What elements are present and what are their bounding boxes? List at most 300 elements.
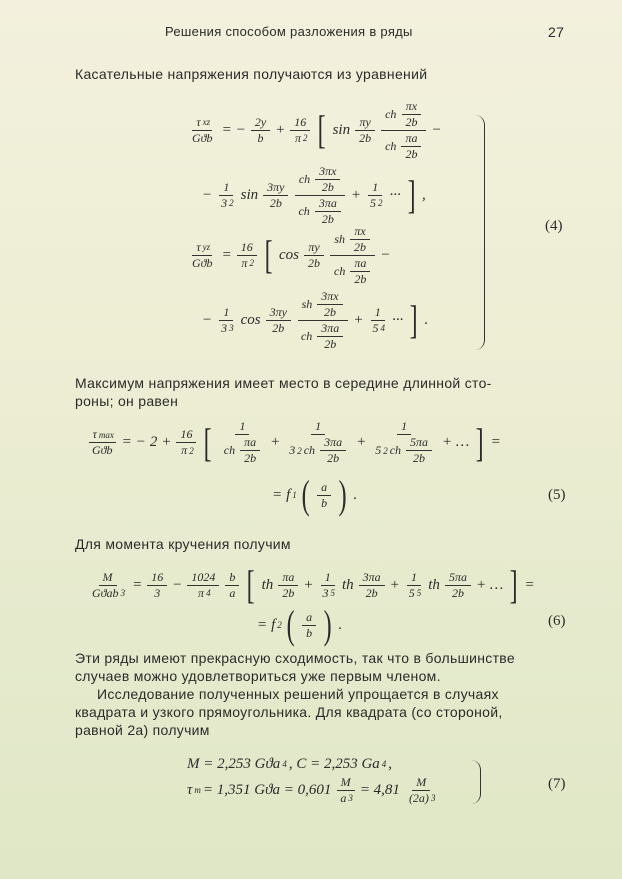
math-text: πx [354,223,366,238]
math-text: 2b [365,585,378,600]
denominator [336,791,355,806]
bracket: [ [246,562,255,607]
numerator [237,240,257,256]
math-text: 3πa [324,435,343,449]
math-text: 3 [322,585,329,600]
numerator [317,480,331,496]
bracket: ) [323,602,332,647]
math-text: − [202,311,213,328]
math-text: 16 [180,427,193,441]
subscript: yz [202,242,211,252]
math-text: 3πy [267,179,285,194]
math-text: = 1,351 Gϑa = 0,601 [202,781,332,798]
math-text: Gϑb [192,130,213,145]
math-text: 2b [413,451,426,465]
numerator [187,570,219,586]
fraction [406,435,432,466]
denominator [188,256,217,271]
paragraph-line: Максимум напряжения имеет место в середине длинной сто- [75,375,492,391]
math-text: sh [334,231,346,246]
numerator [298,289,348,321]
paragraph-line: равной 2a) получим [75,722,210,738]
numerator [412,775,430,791]
numerator [320,435,346,451]
math-text: 1024 [191,569,216,584]
numerator [407,570,421,586]
math-text: π [295,130,302,145]
equation-4-line-1 [185,100,444,160]
equation-number: (6) [548,613,566,629]
denominator [220,435,265,466]
math-text: πy [359,114,371,129]
math-text: th [341,576,354,593]
math-text: + [303,576,314,593]
numerator [295,164,346,196]
math-text: 1 [372,179,379,194]
math-text: 1 [324,569,331,584]
math-text: ch [334,263,346,278]
subscript: 1 [292,490,297,500]
paragraph-line: Эти ряды имеют прекрасную сходимость, так что в большинстве [75,650,515,666]
math-text: cos [240,311,261,328]
math-text: a [321,479,328,494]
math-text: 3πx [321,288,339,303]
denominator [318,180,338,195]
numerator [350,224,369,240]
math-text: Gϑab [92,585,119,600]
denominator [225,586,239,601]
math-text: 16 [294,114,307,129]
math-text: 2b [405,146,418,161]
numerator [99,570,117,586]
math-text: Gϑb [92,443,113,457]
fraction [294,164,345,227]
numerator [219,180,233,196]
math-text: , C = 2,253 Ga [288,755,380,772]
math-text: − [135,434,146,450]
math-text: ··· [391,311,404,328]
math-text: = 4,81 [359,781,400,798]
equation-brace [470,115,485,350]
fraction [317,321,343,352]
denominator [371,435,437,466]
superscript: 2 [229,198,234,208]
superscript: 2 [297,445,302,456]
denominator [355,131,375,146]
fraction [302,610,316,641]
equation-7-line-2 [185,772,440,808]
running-header: Решения способом разложения в ряды [165,24,413,39]
denominator [366,196,385,211]
equation-4-line-2 [200,165,428,225]
math-text: − [235,121,246,138]
superscript: 2 [303,133,308,143]
fraction [350,256,370,287]
subscript: m [194,785,201,795]
paragraph-line: Для момента кручения получим [75,536,291,552]
numerator [89,427,116,443]
math-text: 2b [244,451,257,465]
superscript: 3 [430,793,436,803]
math-text: 5πa [448,569,467,584]
math-text: + [353,311,364,328]
fraction [317,289,342,320]
math-text: sh [301,296,313,311]
math-text: 1 [374,304,381,319]
numerator [235,419,249,435]
denominator [177,443,196,458]
denominator [194,586,213,601]
denominator [297,321,348,352]
fraction [350,224,370,255]
fraction [188,240,217,271]
bracket: [ [264,232,273,277]
superscript: 5 [330,588,335,598]
fraction [188,115,217,146]
fraction [368,305,387,336]
bracket: ( [286,602,295,647]
equation-5-line-2 [270,472,359,517]
math-text: ch [385,138,397,153]
fraction [88,427,117,458]
fraction [217,305,236,336]
bracket: ] [407,172,416,217]
math-text: a [340,790,347,805]
numerator [371,305,385,321]
fraction [315,164,340,195]
math-text: = [132,576,143,593]
math-text: . [424,311,429,328]
bracket: ] [409,297,418,342]
numerator [302,610,316,626]
math-text: 1 [223,304,230,319]
denominator [253,131,267,146]
bracket: ( [301,472,310,517]
fraction [445,570,471,601]
math-text: + [356,434,367,450]
fraction [266,305,291,336]
numerator [317,289,342,305]
bracket: ) [338,472,347,517]
equation-brace [470,760,481,804]
math-text: 3 [289,443,296,457]
math-text: 5 [375,443,382,457]
numerator [147,570,167,586]
numerator [266,305,291,321]
math-text: = [121,434,132,450]
numerator [359,570,385,586]
bracket: ] [475,419,484,465]
equation-number: (7) [548,776,566,792]
denominator [320,337,340,352]
paragraph-line: квадрата и узкого прямоугольника. Для квадрата (со стороной, [75,704,503,720]
math-text: − [431,121,442,138]
math-text: 2y [254,114,267,129]
denominator [350,240,370,255]
math-text: τ [196,114,201,129]
math-text: = [221,246,232,263]
equation-6-line-1 [85,562,537,607]
math-text: π [181,443,188,457]
math-text: b [306,625,313,640]
numerator [337,775,355,791]
math-text: + [275,121,286,138]
math-text: πa [282,569,295,584]
denominator [285,435,351,466]
fraction [355,115,375,146]
denominator [362,586,382,601]
math-text: = [257,616,268,633]
math-text: 2b [405,114,418,129]
math-text: = [524,576,535,593]
fraction [187,570,219,601]
math-text: 1 [315,419,322,433]
math-text: − [172,576,183,593]
denominator [368,321,387,336]
fraction [330,224,375,287]
equation-4-line-3 [185,225,392,285]
superscript: 3 [229,323,234,333]
superscript: 2 [383,445,388,456]
math-text: = [490,434,501,450]
math-text: 2b [354,271,367,286]
math-text: − [202,186,213,203]
numerator [368,180,382,196]
math-text: πy [308,239,320,254]
denominator [291,131,310,146]
denominator [448,586,468,601]
math-text: 2b [269,195,282,210]
numerator [304,240,323,256]
superscript: 3 [120,588,126,598]
math-text: 2b [324,336,337,351]
math-text: + [350,186,361,203]
denominator [278,586,298,601]
math-text: th [428,576,440,593]
numerator [315,196,341,212]
math-text: πx [405,98,418,113]
paragraph-line: роны; он равен [75,393,179,409]
math-text: 5πa [410,435,429,449]
math-text: 1 [411,569,418,584]
math-text: . [353,486,358,503]
fraction [147,570,167,601]
denominator [350,272,370,287]
numerator [176,427,196,443]
paragraph-line: Исследование полученных решений упрощается в случаях [97,686,499,702]
math-text: + … [442,434,470,450]
fraction [225,570,239,601]
numerator [402,99,421,115]
bracket: ] [509,562,518,607]
math-text: 2b [323,304,336,319]
equation-5-line-1 [85,415,503,470]
denominator [188,131,217,146]
math-text: 3πa [318,195,337,210]
denominator [323,451,343,466]
math-text: f [271,616,276,633]
math-text: τ [92,427,97,441]
subscript: xz [202,117,211,127]
math-text: 2b [321,179,334,194]
fraction [401,131,421,162]
math-text: τ [187,781,193,798]
math-text: M = 2,253 Gϑa [187,755,281,772]
numerator [397,419,411,435]
numerator [251,115,270,131]
paragraph-line: случаев можно удовлетвориться уже первым членом. [75,668,441,684]
math-text: 2 [149,434,158,450]
superscript: 4 [282,759,287,769]
subscript: 2 [277,620,282,630]
math-text: + [389,576,400,593]
math-text: sin [332,121,351,138]
numerator [406,435,432,451]
numerator [311,419,325,435]
math-text: b [257,130,264,145]
denominator [266,196,286,211]
math-text: ch [300,328,313,343]
superscript: 2 [189,445,194,456]
paragraph-line: Касательные напряжения получаются из уравнений [75,66,428,82]
numerator [278,570,298,586]
denominator [237,256,256,271]
math-text: 2b [327,451,340,465]
math-text: 2b [272,320,285,335]
math-text: M [340,774,351,789]
superscript: 3 [348,793,353,803]
numerator [240,435,260,451]
denominator [88,443,117,458]
denominator [240,451,260,466]
numerator [315,164,340,180]
math-text: sin [240,186,259,203]
denominator [320,305,340,320]
math-text: 3 [221,195,228,210]
math-text: , [388,755,393,772]
fraction [263,180,288,211]
math-text: ch [303,443,316,457]
math-text: b [321,495,328,510]
math-text: ch [298,203,310,218]
math-text: a [306,609,313,624]
math-text: , [422,186,426,203]
fraction [315,196,341,227]
fraction [405,775,438,806]
denominator [88,586,127,601]
math-text: 16 [151,569,164,584]
denominator [268,321,288,336]
math-text: 2b [451,585,464,600]
math-text: 3πa [321,320,340,335]
denominator [294,196,345,227]
numerator [445,570,471,586]
superscript: 4 [380,323,385,333]
denominator [401,115,421,130]
fraction [381,99,426,162]
fraction [285,419,351,466]
fraction [366,180,385,211]
math-text: π [241,255,248,270]
numerator [192,240,212,256]
fraction [317,480,331,511]
math-text: 16 [240,239,253,254]
math-text: 3πy [269,304,287,319]
fraction [320,435,346,466]
numerator [192,115,212,131]
math-text: 2b [354,239,367,254]
math-text: πa [244,435,257,449]
equation-number: (4) [545,218,563,234]
math-text: 3πa [362,569,381,584]
denominator [304,256,324,271]
denominator [318,586,337,601]
fraction [251,115,270,146]
denominator [217,321,236,336]
fraction [371,419,437,466]
fraction [278,570,298,601]
math-text: 5 [408,585,415,600]
denominator [381,131,426,162]
math-text: M [102,569,113,584]
numerator [219,305,233,321]
math-text: π [198,585,205,600]
fraction [220,419,265,466]
superscript: 4 [381,759,387,769]
denominator [401,147,421,162]
math-text: f [286,486,291,503]
math-text: 3 [221,320,228,335]
math-text: 1 [223,179,230,194]
fraction [359,570,385,601]
math-text: πa [405,130,418,145]
superscript: 2 [249,258,254,268]
denominator [217,196,236,211]
math-text: ··· [389,186,401,203]
math-text: = [272,486,283,503]
numerator [401,131,421,147]
math-text: + [161,434,172,450]
fraction [88,570,127,601]
math-text: + … [475,576,504,593]
numerator [225,570,239,586]
numerator [355,115,374,131]
denominator [405,586,424,601]
fraction [176,427,196,458]
math-text: 2b [359,130,372,145]
denominator [409,451,429,466]
denominator [405,791,438,806]
numerator [350,256,370,272]
math-text: 2b [308,255,321,270]
numerator [290,115,310,131]
denominator [302,626,316,641]
math-text: 5 [369,195,376,210]
math-text: ch [385,106,397,121]
math-text: (2a) [408,790,429,805]
superscript: 4 [206,588,211,598]
bracket: [ [317,107,326,152]
math-text: M [416,774,427,789]
bracket: [ [204,419,213,465]
math-text: 1 [239,419,246,433]
fraction [290,115,310,146]
equation-6-line-2 [255,602,344,647]
fraction [304,240,324,271]
numerator [330,224,375,256]
fraction [237,240,257,271]
numerator [317,321,343,337]
